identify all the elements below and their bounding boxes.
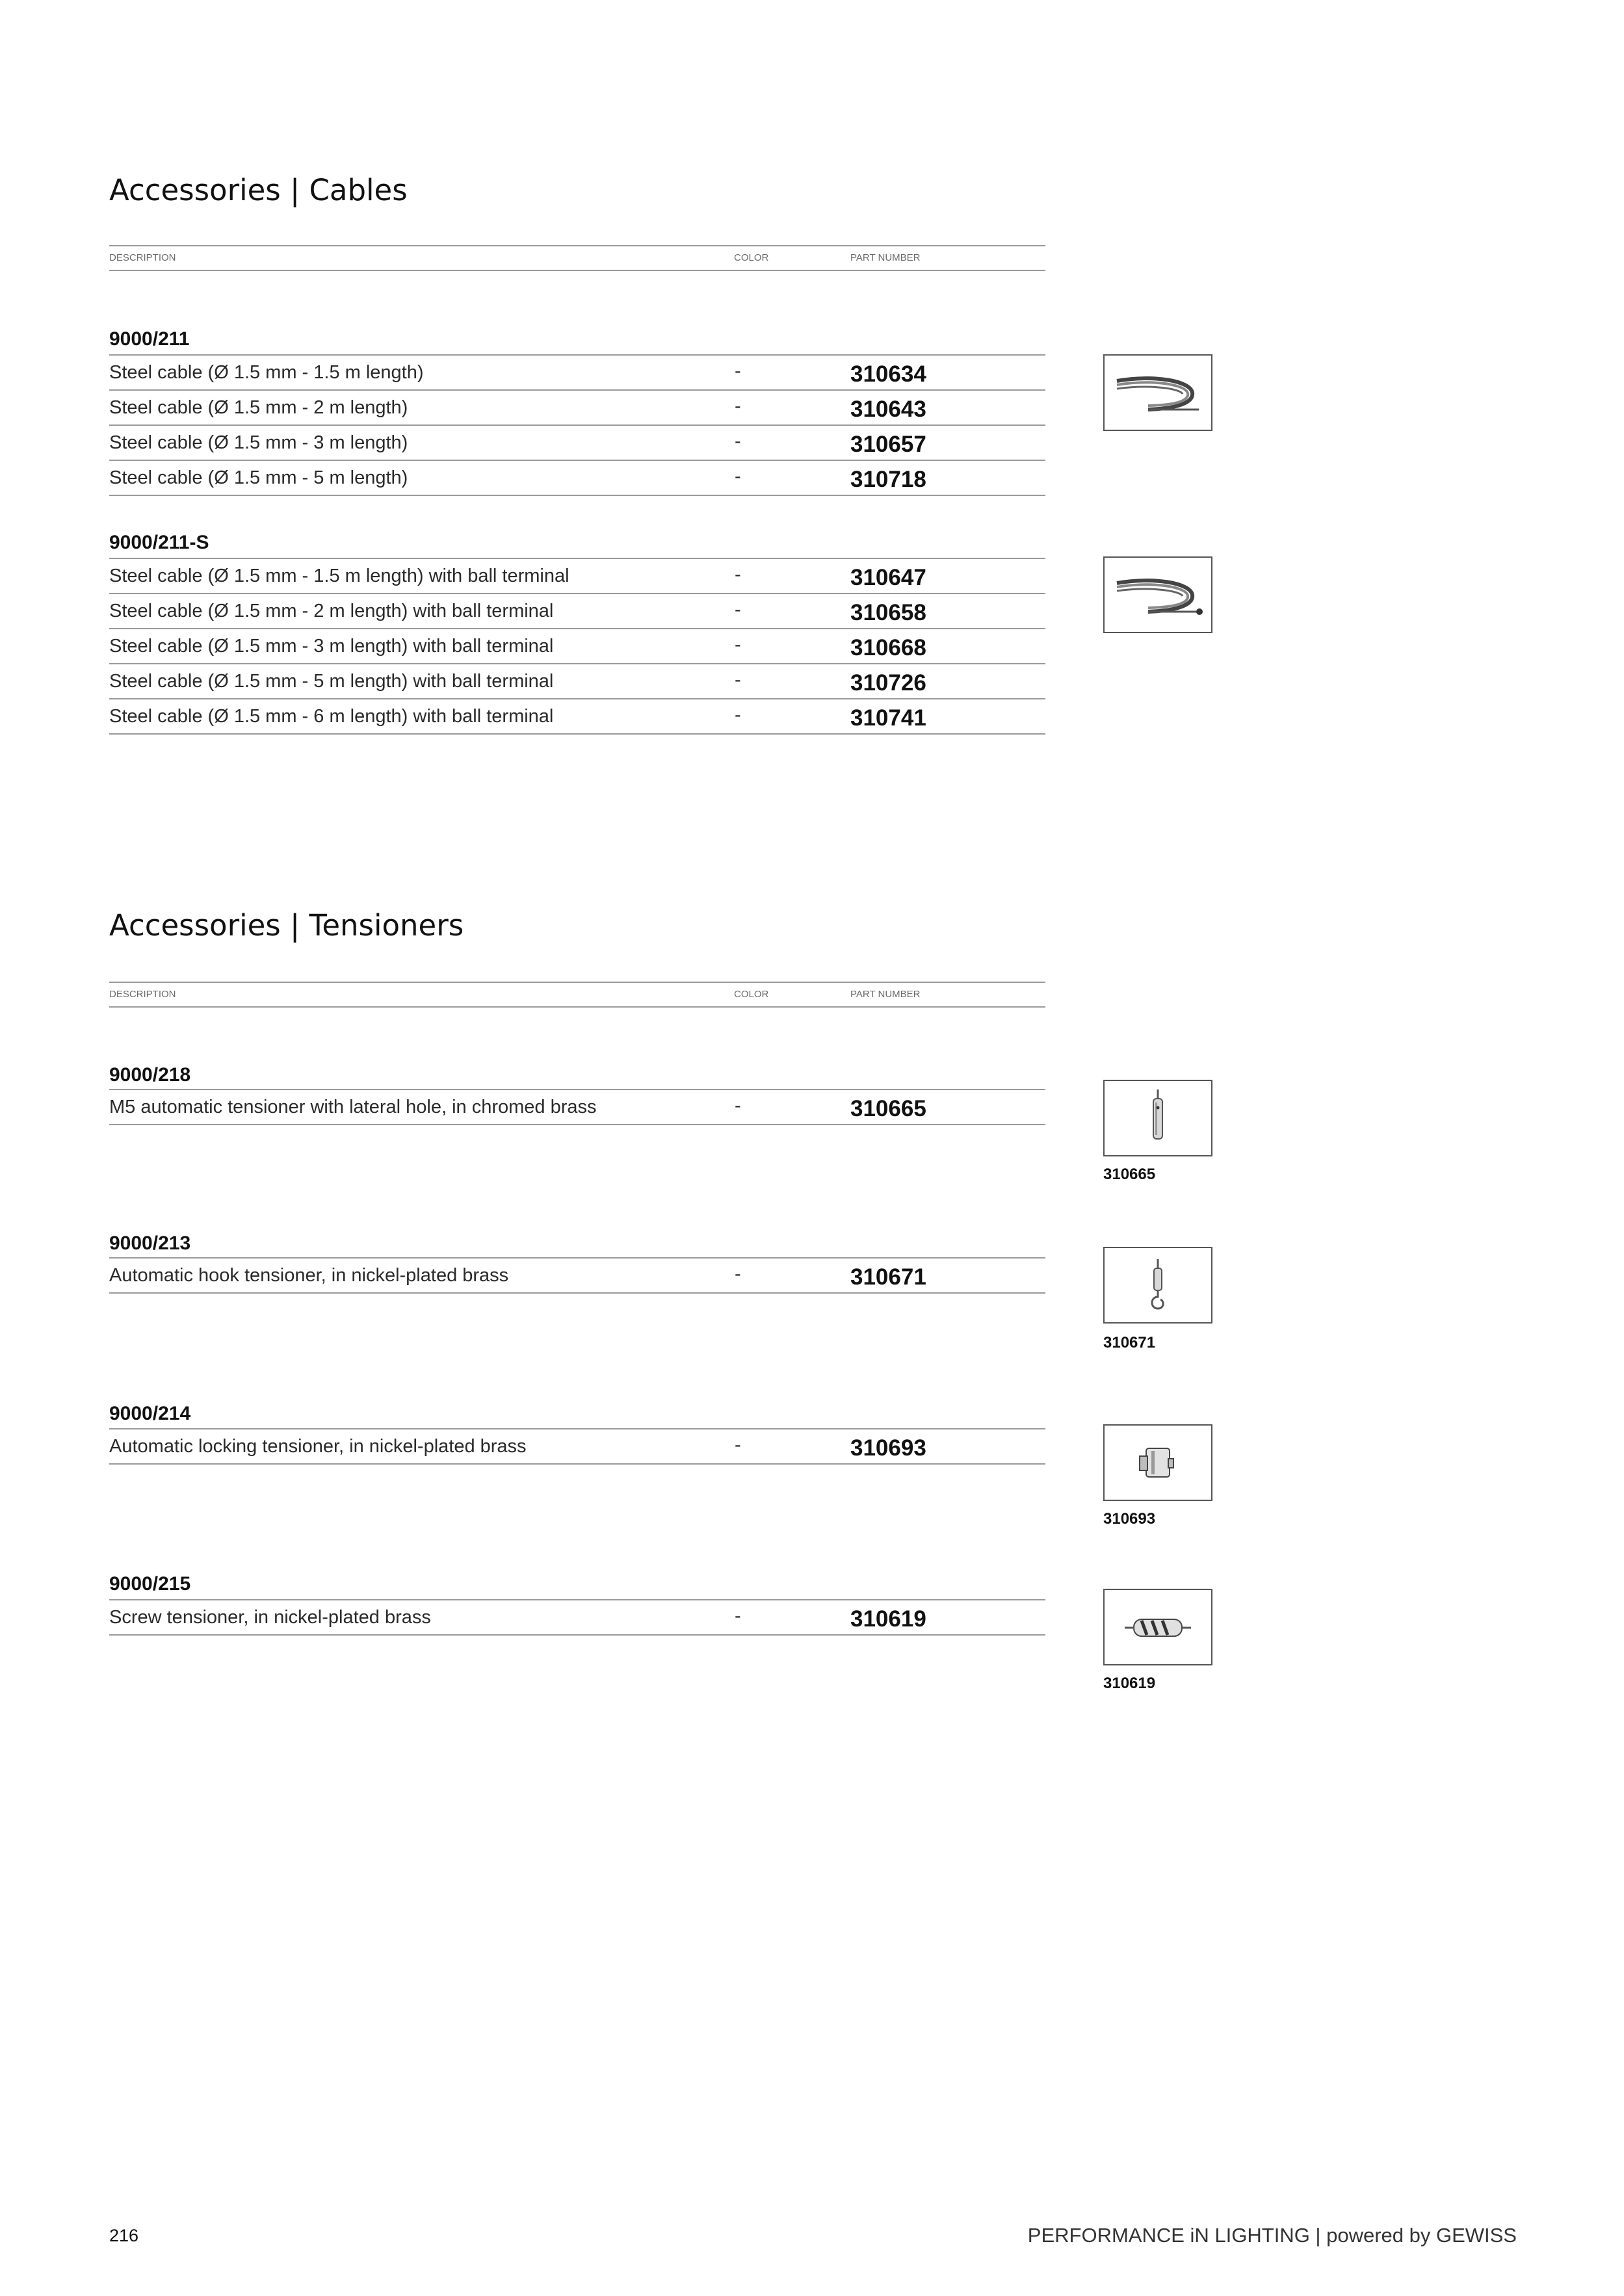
table-row (109, 461, 1045, 496)
row-part-number: 310665 (850, 1096, 926, 1121)
hook-tensioner-icon (1145, 1254, 1171, 1316)
row-description: Steel cable (Ø 1.5 mm - 6 m length) with ball terminal (109, 706, 554, 727)
row-color: - (735, 599, 741, 620)
product-table (109, 558, 1045, 735)
row-part-number: 310643 (850, 397, 926, 422)
row-color: - (735, 705, 741, 725)
steel-cable-ball-terminal-icon (1109, 564, 1207, 626)
group-code: 9000/213 (109, 1233, 191, 1254)
table-row (109, 1600, 1045, 1636)
screw-tensioner-image (1103, 1589, 1212, 1665)
lateral-hole-tensioner-image (1103, 1080, 1212, 1156)
cables-table-header (109, 245, 1045, 271)
header-part-number: PART NUMBER (850, 989, 921, 1000)
table-row (109, 559, 1045, 594)
tensioners-table-header (109, 982, 1045, 1008)
table-row (109, 594, 1045, 629)
cables-section-title: Accessories | Cables (109, 173, 408, 207)
table-row (109, 1090, 1045, 1125)
row-part-number: 310647 (850, 565, 926, 590)
tensioners-section-title: Accessories | Tensioners (109, 908, 464, 943)
row-color: - (735, 1095, 741, 1116)
product-table (109, 1599, 1045, 1636)
table-row (109, 356, 1045, 391)
row-color: - (735, 1264, 741, 1285)
footer-brand: PERFORMANCE iN LIGHTING | powered by GEWISS (1027, 2224, 1517, 2247)
hook-tensioner-image (1103, 1247, 1212, 1324)
group-code: 9000/218 (109, 1064, 191, 1086)
header-description: DESCRIPTION (109, 252, 176, 263)
row-description: Automatic locking tensioner, in nickel-plated brass (109, 1436, 527, 1457)
row-description: Steel cable (Ø 1.5 mm - 5 m length) with ball terminal (109, 671, 554, 692)
group-code: 9000/215 (109, 1573, 191, 1595)
row-description: Automatic hook tensioner, in nickel-plated brass (109, 1265, 509, 1286)
table-row (109, 391, 1045, 426)
table-row (109, 1259, 1045, 1294)
product-table (109, 1089, 1045, 1125)
lateral-hole-tensioner-icon (1145, 1087, 1171, 1149)
table-row (109, 664, 1045, 699)
header-color: COLOR (734, 989, 769, 1000)
row-color: - (735, 670, 741, 690)
row-description: Screw tensioner, in nickel-plated brass (109, 1607, 431, 1628)
row-description: Steel cable (Ø 1.5 mm - 3 m length) with ball terminal (109, 636, 554, 657)
row-part-number: 310668 (850, 635, 926, 660)
row-part-number: 310726 (850, 670, 926, 696)
locking-tensioner-image (1103, 1424, 1212, 1501)
row-description: Steel cable (Ø 1.5 mm - 5 m length) (109, 467, 408, 488)
row-color: - (735, 396, 741, 417)
group-code: 9000/211-S (109, 532, 209, 553)
screw-tensioner-icon (1122, 1601, 1194, 1653)
row-part-number: 310619 (850, 1606, 926, 1632)
row-part-number: 310741 (850, 705, 926, 731)
header-part-number: PART NUMBER (850, 252, 921, 263)
row-part-number: 310634 (850, 361, 926, 387)
row-description: Steel cable (Ø 1.5 mm - 2 m length) with ball terminal (109, 601, 554, 621)
row-part-number: 310718 (850, 467, 926, 492)
row-description: Steel cable (Ø 1.5 mm - 3 m length) (109, 432, 408, 453)
row-color: - (735, 361, 741, 382)
row-color: - (735, 1606, 741, 1626)
page-number: 216 (109, 2226, 139, 2245)
group-code: 9000/211 (109, 328, 190, 350)
row-color: - (735, 564, 741, 585)
product-table (109, 1428, 1045, 1465)
steel-cable-icon (1109, 361, 1207, 424)
image-caption: 310693 (1103, 1510, 1156, 1528)
table-row (109, 1429, 1045, 1465)
table-row (109, 629, 1045, 664)
row-color: - (735, 634, 741, 655)
row-part-number: 310671 (850, 1264, 926, 1290)
product-table (109, 354, 1045, 496)
steel-cable-image (1103, 354, 1212, 431)
image-caption: 310665 (1103, 1166, 1156, 1183)
header-description: DESCRIPTION (109, 989, 176, 1000)
row-part-number: 310693 (850, 1435, 926, 1461)
row-description: M5 automatic tensioner with lateral hole, in chromed brass (109, 1097, 597, 1117)
table-row (109, 699, 1045, 735)
row-description: Steel cable (Ø 1.5 mm - 1.5 m length) (109, 362, 424, 383)
header-color: COLOR (734, 252, 769, 263)
row-color: - (735, 466, 741, 487)
row-description: Steel cable (Ø 1.5 mm - 1.5 m length) with ball terminal (109, 566, 570, 586)
product-table (109, 1257, 1045, 1294)
locking-tensioner-icon (1132, 1431, 1184, 1494)
table-row (109, 426, 1045, 461)
image-caption: 310619 (1103, 1675, 1156, 1692)
row-color: - (735, 431, 741, 452)
row-description: Steel cable (Ø 1.5 mm - 2 m length) (109, 397, 408, 418)
row-color: - (735, 1435, 741, 1455)
image-caption: 310671 (1103, 1334, 1156, 1351)
group-code: 9000/214 (109, 1403, 191, 1424)
steel-cable-ball-terminal-image (1103, 556, 1212, 633)
row-part-number: 310658 (850, 600, 926, 625)
row-part-number: 310657 (850, 432, 926, 457)
